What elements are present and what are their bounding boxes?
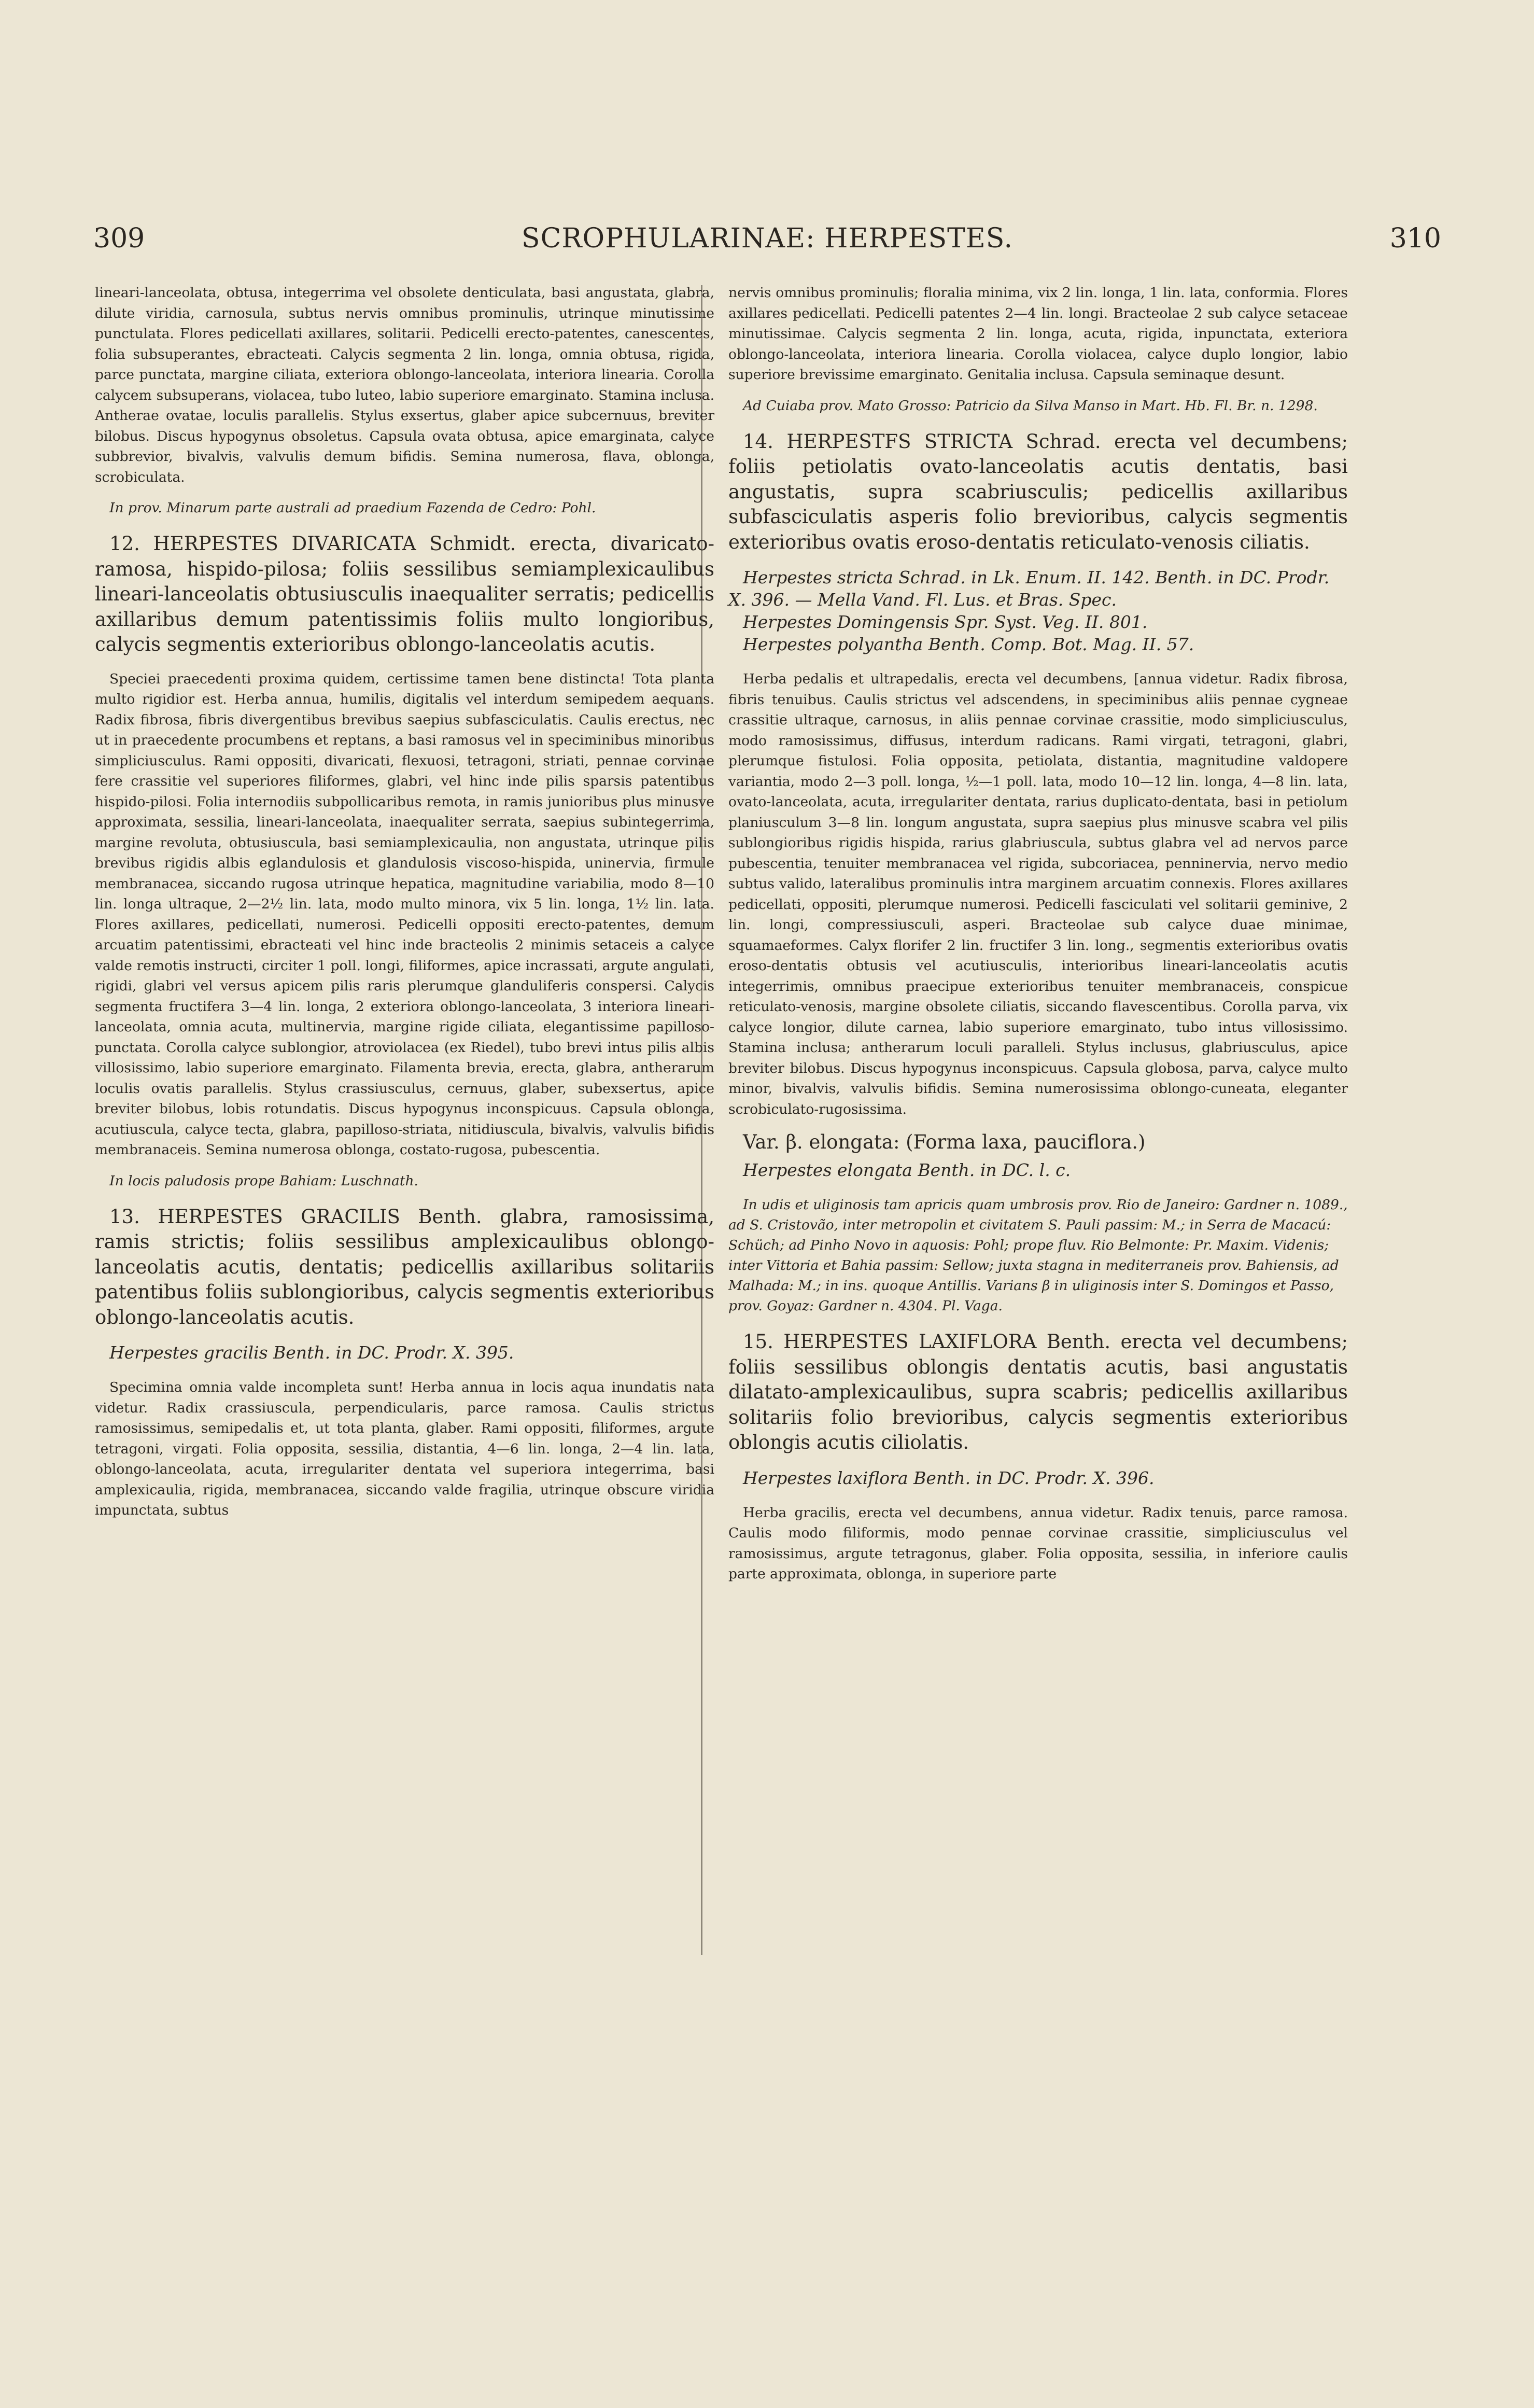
page-number-left: 309 bbox=[93, 223, 145, 254]
species-15-description: Herba gracilis, erecta vel decumbens, annua videtur. Radix tenuis, parce ramosa. Caulis modo filiformis, modo pennae corvinae crassitie, simpliciusculus vel ramosissimus, argute tetragonus, glaber. Folia opposita, sessilia, in inferiore caulis parte approximata, oblonga, in superiore parte bbox=[728, 1504, 1348, 1582]
variety-heading: Var. β. elongata: (Forma laxa, pauciflora.) bbox=[743, 1131, 1146, 1153]
variety-synonymy bbox=[728, 1159, 1348, 1181]
page-header bbox=[93, 223, 1441, 264]
species-12-diagnosis: 12. HERPESTES DIVARICATA Schmidt. erecta, divaricato-ramosa, hispido-pilosa; foliis sessilibus semiamplexicaulibus lineari-lanceolatis obtusiusculis inaequaliter serratis; pedicellis axillaribus demum patentissimis foliis multo longioribus, calycis segmentis exterioribus oblongo-lanceolatis acutis. bbox=[95, 533, 714, 655]
species-12-locality: In locis paludosis prope Bahiam: Luschnath. bbox=[109, 1172, 418, 1189]
species-13-synonymy bbox=[95, 1341, 714, 1364]
synonym: Herpestes laxiflora Benth. in DC. Prodr. X. 396. bbox=[743, 1467, 1155, 1488]
synonym: Herpestes polyantha Benth. Comp. Bot. Mag. II. 57. bbox=[743, 634, 1194, 654]
synonym: Herpestes elongata Benth. in DC. l. c. bbox=[743, 1160, 1071, 1180]
species-15-diagnosis: 15. HERPESTES LAXIFLORA Benth. erecta vel decumbens; foliis sessilibus oblongis dentatis acutis, basi angustatis dilatato-amplexicaulibus, supra scabris; pedicellis axillaribus solitariis folio brevioribus, calycis segmentis exterioribus oblongis acutis ciliolatis. bbox=[728, 1331, 1348, 1453]
species-14-locality: In udis et uliginosis tam apricis quam umbrosis prov. Rio de Janeiro: Gardner n. 1089., ad S. Cristovão, inter metropolin et civitatem S. Pauli passim: M.; in Serra de Macacú: Schüch; ad Pinho Novo in aquosis: Pohl; prope fluv. Rio Belmonte: Pr. Maxim. Videnis; inter Vittoria et Bahia passim: Sellow; juxta stagna in mediterraneis prov. Bahiensis, ad Malhada: M.; in ins. quoque Antillis. Varians β in uliginosis inter S. Domingos et Passo, prov. Goyaz: Gardner n. 4304. Pl. Vaga. bbox=[728, 1197, 1348, 1314]
left-column bbox=[95, 283, 714, 1531]
species-13-locality: Ad Cuiaba prov. Mato Grosso: Patricio da Silva Manso in Mart. Hb. Fl. Br. n. 1298. bbox=[743, 397, 1318, 414]
page-number-right: 310 bbox=[1389, 223, 1441, 254]
synonym: Herpestes gracilis Benth. in DC. Prodr. X. 395. bbox=[109, 1342, 514, 1363]
species-13-description-continued: nervis omnibus prominulis; floralia minima, vix 2 lin. longa, 1 lin. lata, conformia. Flores axillares pedicellati. Pedicelli patentes 2—4 lin. longi. Bracteolae 2 sub calyce setaceae minutissimae. Calycis segmenta 2 lin. longa, acuta, rigida, inpunctata, exteriora oblongo-lanceolata, interiora linearia. Corolla violacea, calyce duplo longior, labio superiore brevissime emarginato. Genitalia inclusa. Capsula seminaque desunt. bbox=[728, 285, 1348, 383]
species-12-description: Speciei praecedenti proxima quidem, certissime tamen bene distincta! Tota planta multo rigidior est. Herba annua, humilis, digitalis vel interdum semipedem aequans. Radix fibrosa, fibris divergentibus brevibus saepius subfasciculatis. Caulis erectus, nec ut in praecedente procumbens et reptans, a basi ramosus vel in speciminibus minoribus simpliciusculus. Rami oppositi, divaricati, flexuosi, tetragoni, striati, pennae corvinae fere crassitie vel superiores filiformes, glabri, vel hinc inde pilis sparsis patentibus hispido-pilosi. Folia internodiis subpollicaribus remota, in ramis junioribus plus minusve approximata, sessilia, lineari-lanceolata, inaequaliter serrata, saepius subintegerrima, margine revoluta, obtusiuscula, basi semiamplexicaulia, non angustata, utrinque pilis brevibus rigidis albis eglandulosis et glandulosis viscoso-hispida, uninervia, firmule membranacea, siccando rugosa utrinque hepatica, magnitudine variabilia, modo 8—10 lin. longa ultraque, 2—2½ lin. lata, modo multo minora, vix 5 lin. longa, 1½ lin. lata. Flores axillares, pedicellati, numerosi. Pedicelli oppositi erecto-patentes, demum arcuatim patentissimi, ebracteati vel hinc inde bracteolis 2 minimis setaceis a calyce valde remotis instructi, circiter 1 poll. longi, filiformes, apice incrassati, argute angulati, rigidi, glabri vel versus apicem pilis raris plerumque glanduliferis conspersi. Calycis segmenta fructifera 3—4 lin. longa, 2 exteriora oblongo-lanceolata, 3 interiora lineari-lanceolata, omnia acuta, multinervia, margine rigide ciliata, elegantissime papilloso-punctata. Corolla calyce sublongior, atroviolacea (ex Riedel), tubo brevi intus pilis albis villosissimo, labio superiore emarginato. Filamenta brevia, erecta, glabra, antherarum loculis ovatis parallelis. Stylus crassiusculus, cernuus, glaber, subexsertus, apice breviter bilobus, lobis rotundatis. Discus hypogynus inconspicuus. Capsula oblonga, acutiuscula, calyce tecta, glabra, papilloso-striata, nitidiuscula, bivalvis, valvulis bifidis membranaceis. Semina numerosa oblonga, costato-rugosa, pubescentia. bbox=[95, 670, 714, 1158]
synonym: Herpestes stricta Schrad. in Lk. Enum. II. 142. Benth. in DC. Prodr. X. 396. — Mella Vand. Fl. Lus. et Bras. Spec. bbox=[728, 567, 1330, 610]
species-13-description: Specimina omnia valde incompleta sunt! Herba annua in locis aqua inundatis nata videtur. Radix crassiuscula, perpendicularis, parce ramosa. Caulis strictus ramosissimus, semipedalis et, ut tota planta, glaber. Rami oppositi, filiformes, argute tetragoni, virgati. Folia opposita, sessilia, distantia, 4—6 lin. longa, 2—4 lin. lata, oblongo-lanceolata, acuta, irregulariter dentata vel superiora integerrima, basi amplexicaulia, rigida, membranacea, siccando valde fragilia, utrinque obscure viridia impunctata, subtus bbox=[95, 1379, 714, 1518]
synonym: Herpestes Domingensis Spr. Syst. Veg. II. 801. bbox=[743, 612, 1148, 632]
species-13-diagnosis: 13. HERPESTES GRACILIS Benth. glabra, ramosissima, ramis strictis; foliis sessilibus amplexicaulibus oblongo-lanceolatis acutis, dentatis; pedicellis axillaribus solitariis patentibus foliis sublongioribus, calycis segmentis exterioribus oblongo-lanceolatis acutis. bbox=[95, 1205, 714, 1328]
species-14-diagnosis: 14. HERPESTFS STRICTA Schrad. erecta vel decumbens; foliis petiolatis ovato-lanceolatis acutis dentatis, basi angustatis, supra scabriusculis; pedicellis axillaribus subfasciculatis asperis folio brevioribus, calycis segmentis exterioribus ovatis eroso-dentatis reticulato-venosis ciliatis. bbox=[728, 430, 1348, 553]
species-14-synonymy bbox=[728, 566, 1348, 655]
species-15-synonymy bbox=[728, 1467, 1348, 1489]
description-continued: lineari-lanceolata, obtusa, integerrima vel obsolete denticulata, basi angustata, glabra, dilute viridia, carnosula, subtus nervis omnibus prominulis, utrinque minutissime punctulata. Flores pedicellati axillares, solitarii. Pedicelli erecto-patentes, canescentes, folia subsuperantes, ebracteati. Calycis segmenta 2 lin. longa, omnia obtusa, rigida, parce punctata, margine ciliata, exteriora oblongo-lanceolata, interiora linearia. Corolla calycem subsuperans, violacea, tubo luteo, labio superiore emarginato. Stamina inclusa. Antherae ovatae, loculis parallelis. Stylus exsertus, glaber apice subcernuus, breviter bilobus. Discus hypogynus obsoletus. Capsula ovata obtusa, apice emarginata, calyce subbrevior, bivalvis, valvulis demum bifidis. Semina numerosa, flava, oblonga, scrobiculata. bbox=[95, 285, 714, 485]
species-14-description: Herba pedalis et ultrapedalis, erecta vel decumbens, [annua videtur. Radix fibrosa, fibris tenuibus. Caulis strictus vel adscendens, in speciminibus aliis pennae cygneae crassitie ultraque, carnosus, in aliis pennae corvinae crassitie, modo simpliciusculus, modo ramosissimus, diffusus, interdum radicans. Rami virgati, tetragoni, glabri, plerumque fistulosi. Folia opposita, petiolata, distantia, magnitudine valdopere variantia, modo 2—3 poll. longa, ½—1 poll. lata, modo 10—12 lin. longa, 4—8 lin. lata, ovato-lanceolata, acuta, irregulariter dentata, rarius duplicato-dentata, basi in petiolum planiusculum 3—8 lin. longum angustata, supra saepius plus minusve scabra vel pilis sublongioribus rigidis hispida, rarius glabriuscula, subtus glabra vel ad nervos parce pubescentia, tenuiter membranacea vel rigida, subcoriacea, penninervia, nervo medio subtus valido, lateralibus prominulis intra marginem arcuatim connexis. Flores axillares pedicellati, oppositi, plerumque numerosi. Pedicelli fasciculati vel solitarii geminive, 2 lin. longi, compressiusculi, asperi. Bracteolae sub calyce duae minimae, squamaeformes. Calyx florifer 2 lin. fructifer 3 lin. long., segmentis exterioribus ovatis eroso-dentatis obtusis vel acutiusculis, interioribus lineari-lanceolatis acutis integerrimis, omnibus praecipue exterioribus tenuiter membranaceis, conspicue reticulato-venosis, margine obsolete ciliatis, siccando flavescentibus. Corolla parva, vix calyce longior, dilute carnea, labio superiore emarginato, tubo intus villosissimo. Stamina inclusa; antherarum loculi paralleli. Stylus inclusus, glabriusculus, apice breviter bilobus. Discus hypogynus inconspicuus. Capsula globosa, parva, calyce multo minor, bivalvis, valvulis bifidis. Semina numerosissima oblongo-cuneata, eleganter scrobiculato-rugosissima. bbox=[728, 671, 1348, 1117]
right-column bbox=[728, 283, 1348, 1595]
locality-citation: In prov. Minarum parte australi ad praedium Fazenda de Cedro: Pohl. bbox=[109, 500, 596, 516]
running-head: SCROPHULARINAE: HERPESTES. bbox=[521, 223, 1014, 254]
